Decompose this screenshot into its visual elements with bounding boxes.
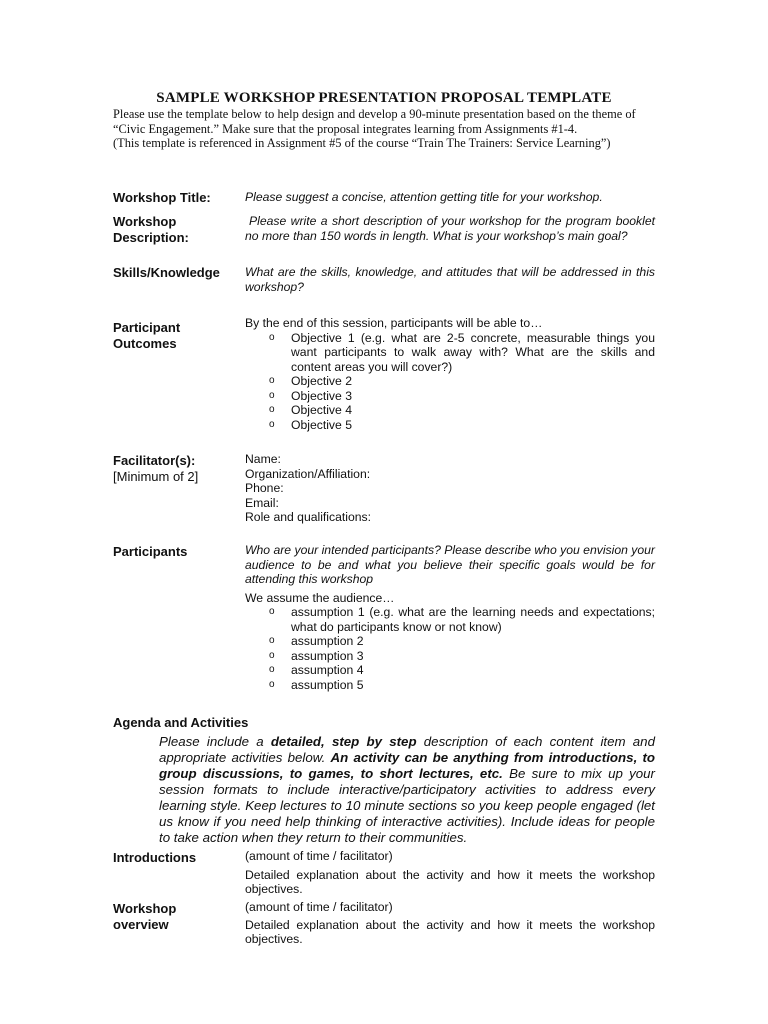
overview-label-line1: Workshop (113, 901, 177, 916)
participants-label: Participants (113, 544, 188, 559)
bullet-mark: o (269, 649, 275, 661)
outcomes-content (245, 316, 655, 432)
agenda-heading: Agenda and Activities (113, 715, 249, 730)
agenda-emphasis-1: detailed, step by step (270, 734, 417, 749)
participants-content (245, 543, 655, 692)
assumptions-list (245, 605, 655, 692)
bullet-mark: o (269, 664, 275, 675)
facilitators-sublabel: [Minimum of 2] (113, 468, 199, 484)
intro-line-1: Please use the template below to help design and develop a 90-minute presentation based on the theme of (113, 107, 636, 121)
overview-label-line2: overview (113, 916, 169, 932)
workshop-description-text: Please write a short description of your workshop for the program booklet no more than 150 words in length. What is your workshop’s main goal? (245, 214, 655, 243)
facilitator-email-field: Email: (245, 495, 279, 510)
overview-content (245, 900, 655, 947)
intro-paragraph (113, 107, 673, 151)
list-item: o Objective 2 (269, 374, 352, 388)
facilitators-label (113, 453, 238, 484)
agenda-emphasis-2: An activity can be anything from introductions, to group discussions, to games, to short lectures, etc. (159, 750, 656, 781)
outcomes-label (113, 320, 238, 351)
introductions-label: Introductions (113, 850, 197, 865)
intro-line-2: “Civic Engagement.” Make sure that the proposal integrates learning from Assignments #1-4. (113, 121, 578, 136)
facilitator-phone-field: Phone: (245, 481, 284, 495)
intro-line-3: (This template is referenced in Assignment #5 of the course “Train The Trainers: Service Learning”) (113, 136, 611, 150)
bullet-mark: o (269, 331, 275, 343)
list-item: o assumption 5 (269, 677, 364, 692)
list-item: o Objective 4 (269, 403, 352, 417)
introductions-time: (amount of time / facilitator) (245, 849, 393, 863)
outcomes-label-line2: Outcomes (113, 335, 177, 351)
list-item: o Objective 3 (269, 388, 352, 403)
participants-text: Who are your intended participants? Please describe who you envision your audience to be and what you believe their specific goals would be for attending this workshop (245, 543, 655, 586)
participants-lead: We assume the audience… (245, 590, 395, 605)
bullet-mark: o (269, 678, 275, 690)
introductions-content (245, 849, 655, 897)
bullet-mark: o (269, 375, 275, 386)
facilitators-fields (245, 452, 655, 525)
agenda-paragraph: Please include a detailed, step by step description of each content item and appropriate activities below. An activity can be anything from introductions, to group discussions, to games, to short lectures, etc. Be sure to mix up your session formats to include interactive/participatory activities to address every learning style. Keep lectures to 10 minute sections so you keep people engaged (let us know if you need help thinking of interactive activities). Include ideas for people to take action when they return to their communities. (159, 734, 656, 845)
overview-detail: Detailed explanation about the activity and how it meets the workshop objectives. (245, 917, 655, 946)
outcomes-label-line1: Participant (113, 320, 181, 335)
workshop-description-label-line2: Description: (113, 229, 189, 245)
introductions-detail: Detailed explanation about the activity and how it meets the workshop objectives. (245, 867, 655, 896)
bullet-mark: o (269, 635, 275, 646)
bullet-mark: o (269, 389, 275, 401)
workshop-description-label-line1: Workshop (113, 214, 177, 229)
overview-label (113, 901, 238, 932)
list-item: o assumption 2 (269, 634, 364, 648)
facilitator-org-field: Organization/Affiliation: (245, 466, 371, 481)
bullet-mark: o (269, 418, 275, 430)
workshop-title-label: Workshop Title: (113, 190, 211, 205)
facilitators-label-main: Facilitator(s): (113, 453, 196, 468)
workshop-title-text: Please suggest a concise, attention getting title for your workshop. (245, 190, 603, 204)
list-item: o Objective 5 (269, 417, 352, 432)
document-title: SAMPLE WORKSHOP PRESENTATION PROPOSAL TEMPLATE (156, 90, 612, 106)
skills-label: Skills/Knowledge (113, 265, 220, 280)
list-item: o Objective 1 (e.g. what are 2-5 concrete, measurable things you want participants to walk away with? What are the skills and content areas you will cover?) (269, 330, 655, 374)
list-item: o assumption 4 (269, 663, 364, 677)
outcomes-lead: By the end of this session, participants will be able to… (245, 316, 543, 330)
objectives-list (245, 331, 655, 433)
facilitator-role-field: Role and qualifications: (245, 510, 372, 524)
skills-text: What are the skills, knowledge, and attitudes that will be addressed in this workshop? (245, 265, 655, 294)
list-item: o assumption 3 (269, 648, 364, 663)
list-item: o assumption 1 (e.g. what are the learning needs and expectations; what do participants know or not know) (269, 605, 655, 634)
bullet-mark: o (269, 404, 275, 415)
workshop-description-label (113, 214, 238, 245)
facilitator-name-field: Name: (245, 452, 281, 466)
overview-time: (amount of time / facilitator) (245, 900, 393, 914)
bullet-mark: o (269, 606, 275, 617)
